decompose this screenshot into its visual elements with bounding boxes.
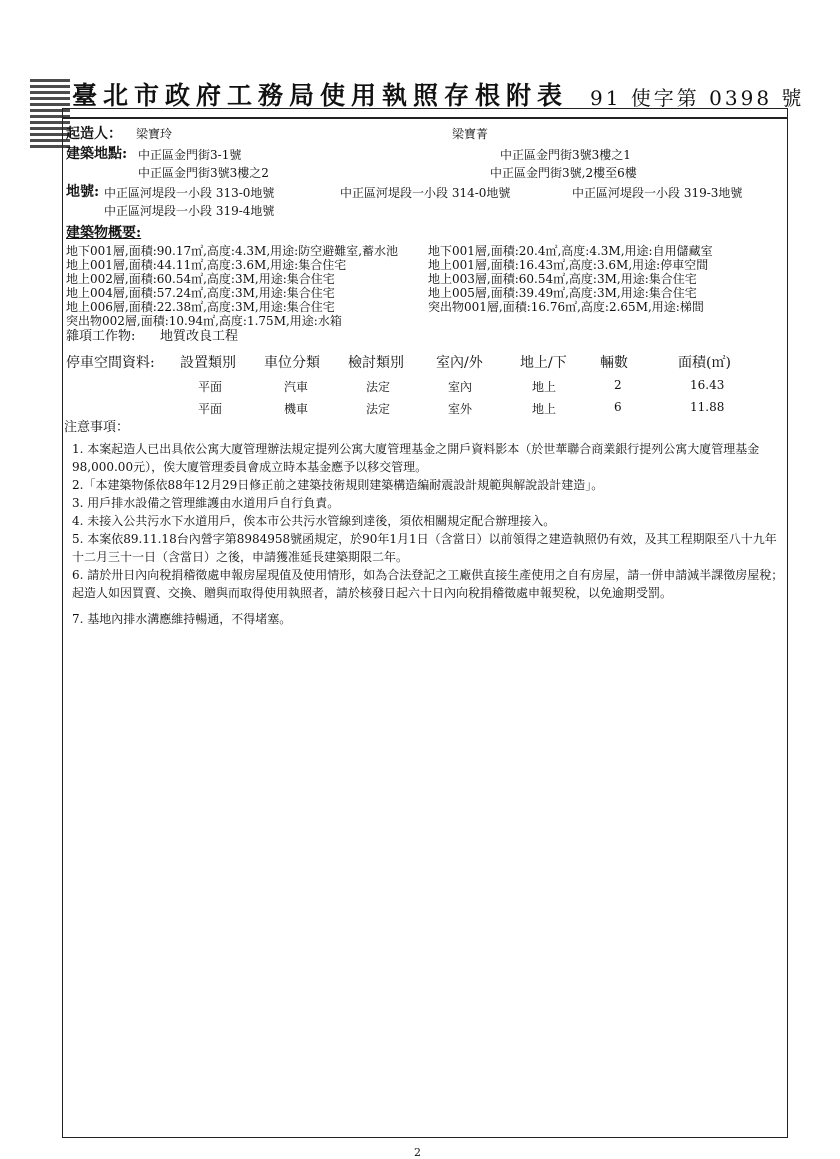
parking-cell: 室外 xyxy=(448,402,473,416)
parking-cell: 室內 xyxy=(448,380,473,394)
lot-number: 中正區河堤段一小段 319-3地號 xyxy=(572,186,743,200)
parking-cell: 法定 xyxy=(366,402,391,416)
building-floor-entry: 地下001層,面積:20.4㎡,高度:4.3M,用途:自用儲藏室 xyxy=(428,244,713,258)
parking-header: 輛數 xyxy=(600,355,628,371)
parking-header: 面積(㎡) xyxy=(678,355,731,371)
note-item: 6. 請於卅日內向稅捐稽徵處申報房屋現值及使用情形，如為合法登記之工廠供直接生產使用之自有房屋，請一併申請減半課徵房屋稅；起造人如因買賣、交換、贈與而取得使用執照者，請於核發日起六十日內向稅捐稽徵處申報契稅，以免逾期受罰。 xyxy=(72,568,784,600)
parking-cell: 機車 xyxy=(284,402,309,416)
misc-works-label: 雜項工作物: xyxy=(66,329,136,344)
parking-label: 停車空間資料: xyxy=(66,355,155,371)
building-floor-entry: 地上005層,面積:39.49㎡,高度:3M,用途:集合住宅 xyxy=(428,286,697,300)
site-label: 建築地點: xyxy=(66,146,128,162)
parking-cell: 16.43 xyxy=(690,378,725,392)
note-item: 7. 基地內排水溝應維持暢通，不得堵塞。 xyxy=(72,612,292,626)
note-item: 3. 用戶排水設備之管理維護由水道用戶自行負責。 xyxy=(72,496,340,510)
building-floor-entry: 地上001層,面積:44.11㎡,高度:3.6M,用途:集合住宅 xyxy=(66,258,347,272)
building-floor-entry: 地上002層,面積:60.54㎡,高度:3M,用途:集合住宅 xyxy=(66,272,335,286)
applicant-name: 梁寶菁 xyxy=(452,127,489,141)
building-floor-entry: 地上006層,面積:22.38㎡,高度:3M,用途:集合住宅 xyxy=(66,300,335,314)
lot-number: 中正區河堤段一小段 314-0地號 xyxy=(340,186,511,200)
parking-cell: 汽車 xyxy=(284,380,309,394)
misc-works-value: 地質改良工程 xyxy=(160,329,239,344)
lot-number: 中正區河堤段一小段 313-0地號 xyxy=(104,186,275,200)
title-divider xyxy=(62,117,788,119)
building-floor-entry: 突出物002層,面積:10.94㎡,高度:1.75M,用途:水箱 xyxy=(66,314,342,328)
page-title: 臺北市政府工務局使用執照存根附表 xyxy=(72,81,569,110)
parking-header: 車位分類 xyxy=(264,355,320,371)
parking-cell: 11.88 xyxy=(690,400,725,414)
note-item: 1. 本案起造人已出具依公寓大廈管理辦法規定提列公寓大廈管理基金之開戶資料影本（於世華聯合商業銀行提列公寓大廈管理基金98,000.00元），俟大廈管理委員會成立時本基金應予以移交管理。 xyxy=(72,442,760,474)
site-address: 中正區金門街3號3樓之1 xyxy=(500,148,631,162)
parking-header: 設置類別 xyxy=(180,355,236,371)
lot-label: 地號: xyxy=(66,184,100,200)
parking-cell: 地上 xyxy=(532,402,557,416)
parking-header: 地上/下 xyxy=(520,355,567,371)
note-item: 5. 本案依89.11.18台內營字第8984958號函規定，於90年1月1日（含當日）以前領得之建造執照仍有效，及其工程期限至八十九年十二月三十一日（含當日）之後，申請獲准延長建築期限二年。 xyxy=(72,532,777,564)
parking-cell: 地上 xyxy=(532,380,557,394)
building-floor-entry: 地下001層,面積:90.17㎡,高度:4.3M,用途:防空避難室,蓄水池 xyxy=(66,244,399,258)
building-floor-entry: 地上001層,面積:16.43㎡,高度:3.6M,用途:停車空間 xyxy=(428,258,709,272)
applicant-label: 起造人： xyxy=(66,126,122,142)
parking-header: 檢討類別 xyxy=(348,355,404,371)
note-item: 2.「本建築物係依88年12月29日修正前之建築技術規則建築構造編耐震設計規範與解說設計建造」。 xyxy=(72,478,604,492)
parking-cell: 2 xyxy=(614,378,622,392)
notes-heading: 注意事項： xyxy=(64,420,130,435)
parking-cell: 平面 xyxy=(198,380,223,394)
building-floor-entry: 地上003層,面積:60.54㎡,高度:3M,用途:集合住宅 xyxy=(428,272,697,286)
parking-cell: 6 xyxy=(614,400,622,414)
parking-cell: 法定 xyxy=(366,380,391,394)
site-address: 中正區金門街3-1號 xyxy=(138,148,242,162)
site-address: 中正區金門街3號,2樓至6樓 xyxy=(490,166,637,180)
building-floor-entry: 突出物001層,面積:16.76㎡,高度:2.65M,用途:梯間 xyxy=(428,300,704,314)
building-summary-heading: 建築物概要: xyxy=(66,225,142,241)
site-address: 中正區金門街3號3樓之2 xyxy=(138,166,269,180)
parking-header: 室內/外 xyxy=(436,355,483,371)
document-number: 91 使字第 0398 號 xyxy=(590,86,805,110)
note-item: 4. 未接入公共污水下水道用戶，俟本市公共污水管線到達後，須依相關規定配合辦理接入。 xyxy=(72,514,556,528)
building-floor-entry: 地上004層,面積:57.24㎡,高度:3M,用途:集合住宅 xyxy=(66,286,335,300)
lot-number: 中正區河堤段一小段 319-4地號 xyxy=(104,204,275,218)
parking-cell: 平面 xyxy=(198,402,223,416)
page-number: 2 xyxy=(414,1146,421,1159)
applicant-name: 梁寶玲 xyxy=(136,127,173,141)
